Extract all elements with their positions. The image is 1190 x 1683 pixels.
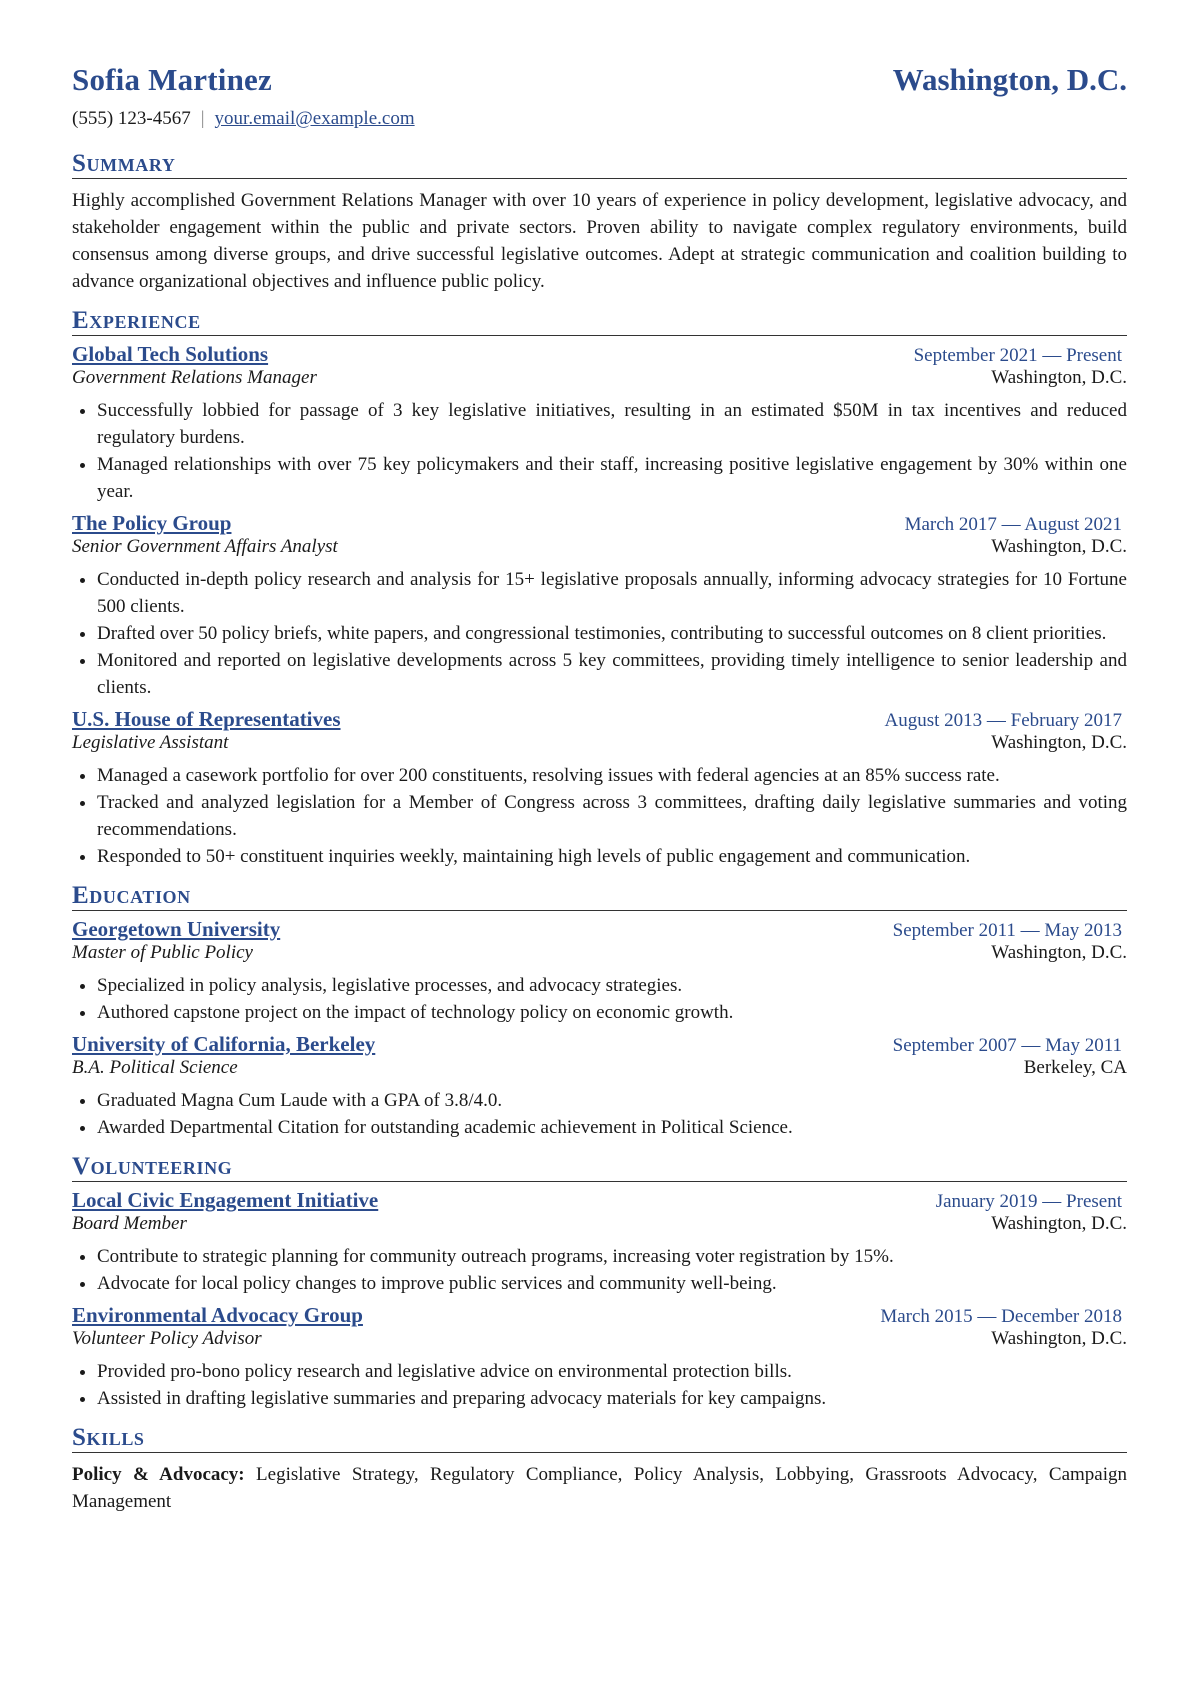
education-list — [72, 917, 1127, 1141]
entry-item — [72, 1303, 1127, 1412]
entry-item — [72, 1188, 1127, 1297]
entry-dates: August 2013 — February 2017 — [884, 710, 1122, 731]
entry-location: Washington, D.C. — [991, 942, 1127, 963]
entry-subheader-row — [72, 536, 1127, 558]
section-title-summary: Summary — [72, 150, 1127, 179]
entry-role: Legislative Assistant — [72, 732, 229, 753]
skills-list: Legislative Strategy, Regulatory Compliance, Policy Analysis, Lobbying, Grassroots Advocacy, Campaign Management — [72, 1464, 1128, 1512]
entry-dates: September 2011 — May 2013 — [892, 920, 1122, 941]
bullet-item: • Conducted in-depth policy research and analysis for 15+ legislative proposals annually, informing advocacy strategies for 10 Fortune 500 clients. — [97, 566, 1127, 620]
summary-text: Highly accomplished Government Relations Manager with over 10 years of experience in policy development, legislative advocacy, and stakeholder engagement within the public and private sectors. Proven ability to navigate complex regulatory environments, build consensus among diverse groups, and drive successful legislative outcomes. Adept at strategic communication and coalition building to advance organizational objectives and influence public policy. — [72, 190, 1127, 292]
entry-header-row — [72, 707, 1127, 732]
entry-bullets — [72, 397, 1127, 505]
bullet-item: • Authored capstone project on the impact of technology policy on economic growth. — [97, 999, 1127, 1026]
organization-link[interactable]: Environmental Advocacy Group — [72, 1303, 363, 1327]
organization-link[interactable]: U.S. House of Representatives — [72, 707, 341, 731]
organization-link[interactable]: University of California, Berkeley — [72, 1032, 376, 1056]
contact-separator: | — [200, 108, 205, 129]
entry-role: Master of Public Policy — [72, 942, 253, 963]
entry-subheader-row — [72, 1213, 1127, 1235]
organization-link[interactable]: The Policy Group — [72, 511, 232, 535]
entry-dates: March 2017 — August 2021 — [904, 514, 1122, 535]
bullet-item: • Managed a casework portfolio for over 200 constituents, resolving issues with federal agencies at an 85% success rate. — [97, 762, 1127, 789]
entry-role: Senior Government Affairs Analyst — [72, 536, 338, 557]
entry-role: Government Relations Manager — [72, 367, 317, 388]
entry-item — [72, 917, 1127, 1026]
entry-header-row — [72, 1188, 1127, 1213]
entry-bullets — [72, 762, 1127, 870]
bullet-item: • Contribute to strategic planning for community outreach programs, increasing voter registration by 15%. — [97, 1243, 1127, 1270]
entry-role: Volunteer Policy Advisor — [72, 1328, 262, 1349]
entry-dates: January 2019 — Present — [935, 1191, 1122, 1212]
entry-bullets — [72, 1243, 1127, 1297]
entry-header-row — [72, 1303, 1127, 1328]
entry-item — [72, 342, 1127, 505]
bullet-item: • Awarded Departmental Citation for outstanding academic achievement in Political Science. — [97, 1114, 1127, 1141]
entry-subheader-row — [72, 732, 1127, 754]
entry-header-row — [72, 511, 1127, 536]
entry-subheader-row — [72, 1057, 1127, 1079]
entry-header-row — [72, 1032, 1127, 1057]
section-title-experience: Experience — [72, 307, 1127, 336]
candidate-name: Sofia Martinez — [72, 62, 272, 97]
entry-item — [72, 707, 1127, 870]
entry-role: Board Member — [72, 1213, 187, 1234]
entry-subheader-row — [72, 1328, 1127, 1350]
resume-header — [72, 62, 1127, 98]
entry-subheader-row — [72, 942, 1127, 964]
organization-link[interactable]: Georgetown University — [72, 917, 281, 941]
entry-item — [72, 1032, 1127, 1141]
skills-line — [72, 1461, 1127, 1515]
entry-location: Berkeley, CA — [1023, 1057, 1127, 1078]
bullet-item: • Managed relationships with over 75 key policymakers and their staff, increasing positive legislative engagement by 30% within one year. — [97, 451, 1127, 505]
entry-header-row — [72, 917, 1127, 942]
bullet-item: • Provided pro-bono policy research and legislative advice on environmental protection bills. — [97, 1358, 1127, 1385]
entry-location: Washington, D.C. — [991, 367, 1127, 388]
bullet-item: • Advocate for local policy changes to improve public services and community well-being. — [97, 1270, 1127, 1297]
entry-header-row — [72, 342, 1127, 367]
bullet-item: • Successfully lobbied for passage of 3 key legislative initiatives, resulting in an estimated $50M in tax incentives and reduced regulatory burdens. — [97, 397, 1127, 451]
entry-role: B.A. Political Science — [72, 1057, 238, 1078]
entry-bullets — [72, 1358, 1127, 1412]
email-link[interactable]: your.email@example.com — [214, 108, 415, 129]
entry-item — [72, 511, 1127, 701]
bullet-item: • Drafted over 50 policy briefs, white papers, and congressional testimonies, contributing to successful outcomes on 8 client priorities. — [97, 620, 1127, 647]
bullet-item: • Tracked and analyzed legislation for a Member of Congress across 3 committees, drafting daily legislative summaries and voting recommendations. — [97, 789, 1127, 843]
organization-link[interactable]: Local Civic Engagement Initiative — [72, 1188, 379, 1212]
entry-bullets — [72, 972, 1127, 1026]
section-title-volunteering: Volunteering — [72, 1153, 1127, 1182]
section-title-education: Education — [72, 882, 1127, 911]
volunteering-list — [72, 1188, 1127, 1412]
bullet-item: • Specialized in policy analysis, legislative processes, and advocacy strategies. — [97, 972, 1127, 999]
bullet-item: • Monitored and reported on legislative developments across 5 key committees, providing timely intelligence to senior leadership and clients. — [97, 647, 1127, 701]
entry-dates: September 2007 — May 2011 — [892, 1035, 1122, 1056]
bullet-item: • Responded to 50+ constituent inquiries weekly, maintaining high levels of public engagement and communication. — [97, 843, 1127, 870]
entry-bullets — [72, 566, 1127, 701]
entry-dates: March 2015 — December 2018 — [880, 1306, 1122, 1327]
organization-link[interactable]: Global Tech Solutions — [72, 342, 269, 366]
entry-location: Washington, D.C. — [991, 732, 1127, 753]
phone-number: (555) 123-4567 — [72, 108, 191, 129]
skills-category-label: Policy & Advocacy: — [72, 1464, 245, 1485]
entry-dates: September 2021 — Present — [913, 345, 1122, 366]
entry-location: Washington, D.C. — [991, 1213, 1127, 1234]
section-title-skills: Skills — [72, 1424, 1127, 1453]
experience-list — [72, 342, 1127, 870]
resume-page — [72, 62, 1127, 1515]
entry-bullets — [72, 1087, 1127, 1141]
contact-line — [72, 108, 1127, 130]
bullet-item: • Graduated Magna Cum Laude with a GPA of 3.8/4.0. — [97, 1087, 1127, 1114]
entry-subheader-row — [72, 367, 1127, 389]
candidate-location: Washington, D.C. — [892, 62, 1127, 97]
entry-location: Washington, D.C. — [991, 1328, 1127, 1349]
entry-location: Washington, D.C. — [991, 536, 1127, 557]
bullet-item: • Assisted in drafting legislative summaries and preparing advocacy materials for key campaigns. — [97, 1385, 1127, 1412]
